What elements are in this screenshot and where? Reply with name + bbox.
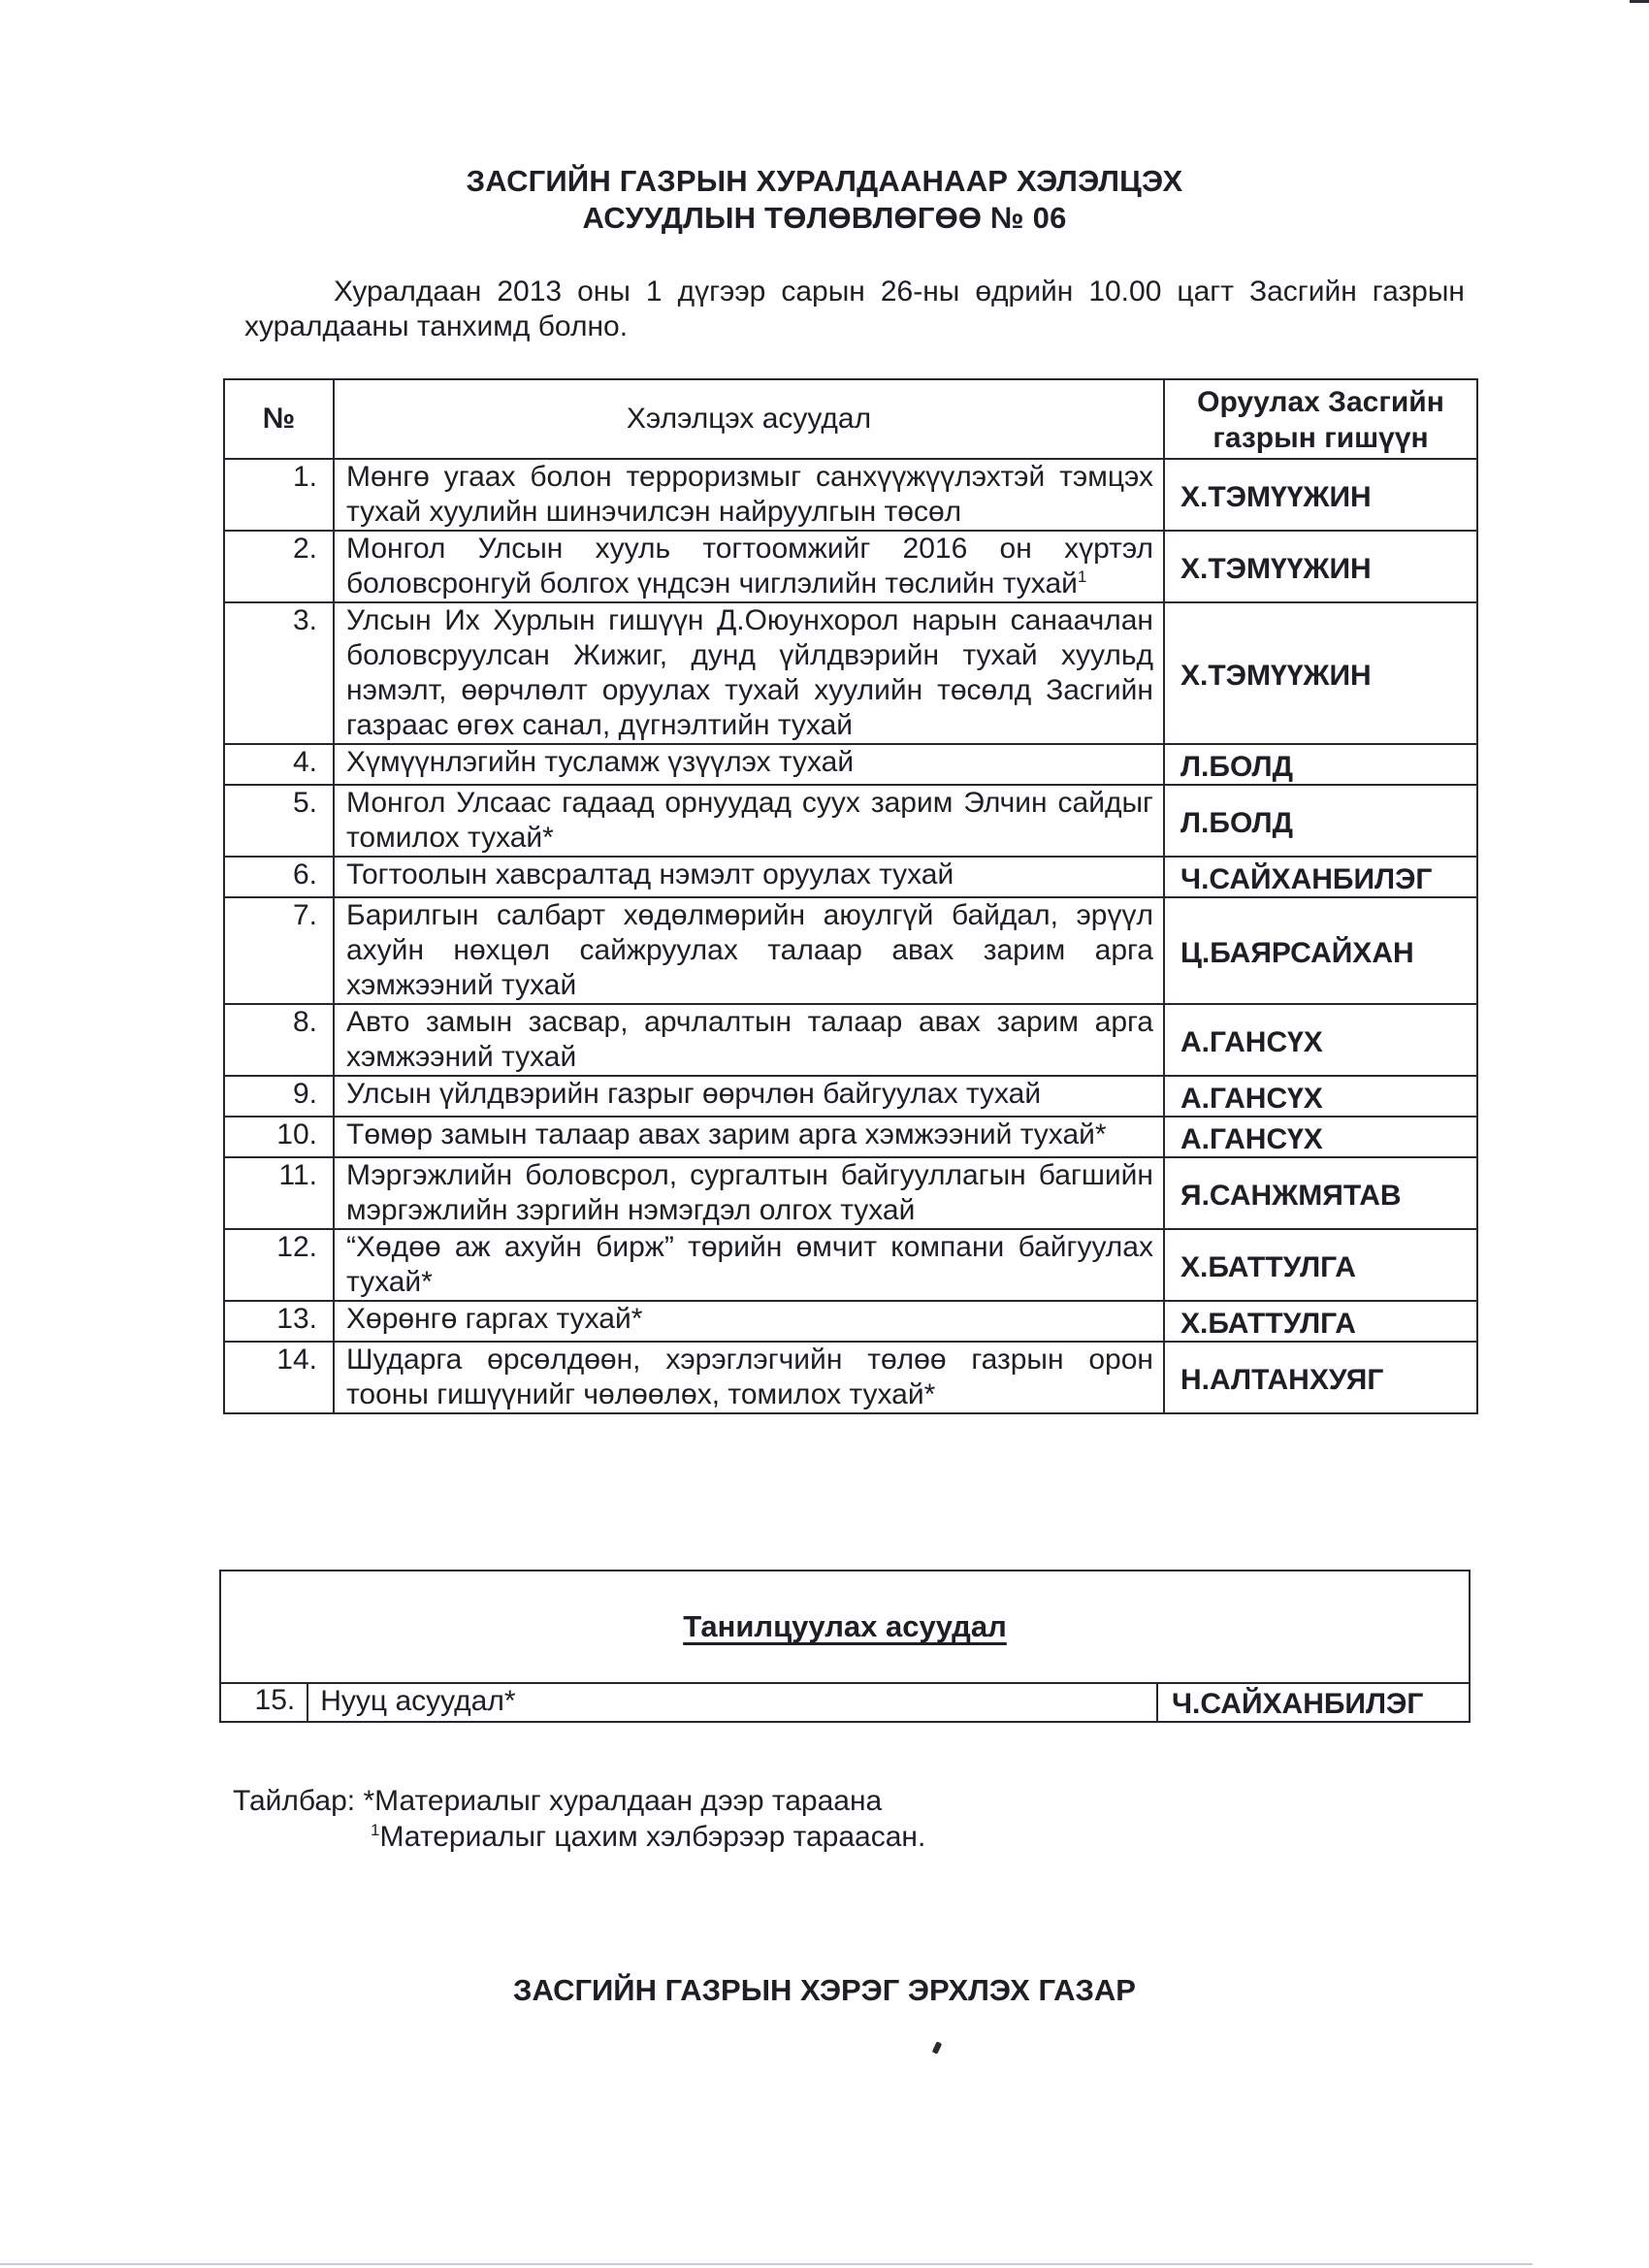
row-issue-text: Мөнгө угаах болон терроризмыг санхүүжүүлэхтэй тэмцэх тухай хуулийн шинэчилсэн найруулгын төсөл bbox=[346, 461, 1153, 528]
table-row bbox=[224, 897, 1477, 1004]
note-line-1 bbox=[233, 1783, 925, 1819]
table-row bbox=[224, 785, 1477, 857]
header-member-line-1: Оруулах Засгийн bbox=[1197, 386, 1444, 418]
table-row bbox=[224, 1301, 1477, 1342]
note-material-distributed: *Материалыг хуралдаан дээр тараана bbox=[363, 1785, 883, 1817]
note-material-electronic: Материалыг цахим хэлбэрээр тараасан. bbox=[379, 1821, 926, 1853]
row-member: Л.БОЛД bbox=[1164, 744, 1477, 785]
row-member: Я.САНЖМЯТАВ bbox=[1164, 1157, 1477, 1229]
row-number: 14. bbox=[224, 1342, 334, 1413]
agenda-table-header bbox=[224, 379, 1477, 459]
header-number: № bbox=[224, 379, 334, 459]
row-issue bbox=[334, 857, 1164, 897]
document-title bbox=[0, 163, 1649, 237]
row-number: 3. bbox=[224, 602, 334, 744]
row-member: Х.ТЭМҮҮЖИН bbox=[1164, 459, 1477, 531]
scan-edge-mark bbox=[1630, 0, 1649, 3]
row-issue-text: Хүмүүнлэгийн тусламж үзүүлэх тухай bbox=[346, 746, 855, 778]
row-number: 8. bbox=[224, 1004, 334, 1076]
row-member: А.ГАНСҮХ bbox=[1164, 1076, 1477, 1117]
row-number: 9. bbox=[224, 1076, 334, 1117]
row-issue-text: Шударга өрсөлдөөн, хэрэглэгчийн төлөө газрын орон тооны гишүүнийг чөлөөлөх, томилох тухай* bbox=[346, 1344, 1153, 1410]
row-number: 7. bbox=[224, 897, 334, 1004]
row-issue-text: Монгол Улсын хууль тогтоомжийг 2016 он хүртэл боловсронгуй болгох үндсэн чиглэлийн төслийн тухай bbox=[346, 533, 1153, 599]
row-member: Ч.САЙХАНБИЛЭГ bbox=[1157, 1683, 1470, 1722]
introduction-heading-text: Танилцуулах асуудал bbox=[683, 1609, 1007, 1643]
row-member: А.ГАНСҮХ bbox=[1164, 1117, 1477, 1157]
title-line-1: ЗАСГИЙН ГАЗРЫН ХУРАЛДААНААР ХЭЛЭЛЦЭХ bbox=[466, 164, 1183, 198]
row-issue-text: Монгол Улсаас гадаад орнуудад суух зарим Элчин сайдыг томилох тухай* bbox=[346, 787, 1153, 854]
row-issue-text: Хөрөнгө гаргах тухай* bbox=[346, 1303, 643, 1335]
table-row bbox=[220, 1683, 1470, 1722]
row-issue-text: “Хөдөө аж ахуйн бирж” төрийн өмчит компани байгуулах тухай* bbox=[346, 1231, 1153, 1298]
header-member bbox=[1164, 379, 1477, 459]
row-member: Х.БАТТУЛГА bbox=[1164, 1301, 1477, 1342]
notes-section bbox=[233, 1783, 925, 1855]
row-issue bbox=[334, 1229, 1164, 1301]
pen-mark bbox=[932, 2041, 943, 2054]
table-row bbox=[224, 1004, 1477, 1076]
row-issue-text: Авто замын засвар, арчлалтын талаар авах зарим арга хэмжээний тухай bbox=[346, 1006, 1153, 1073]
agenda-table bbox=[223, 378, 1478, 1414]
table-row bbox=[224, 1157, 1477, 1229]
row-issue bbox=[334, 1157, 1164, 1229]
introduction-heading bbox=[220, 1571, 1470, 1683]
agenda-table-body bbox=[224, 459, 1477, 1413]
table-row bbox=[224, 531, 1477, 602]
footnote-marker: 1 bbox=[371, 1821, 380, 1839]
row-number: 12. bbox=[224, 1229, 334, 1301]
row-issue bbox=[334, 459, 1164, 531]
row-member: Н.АЛТАНХУЯГ bbox=[1164, 1342, 1477, 1413]
row-number: 10. bbox=[224, 1117, 334, 1157]
row-issue-text: Барилгын салбарт хөдөлмөрийн аюулгүй байдал, эрүүл ахуйн нөхцөл сайжруулах талаар авах зарим арга хэмжээний тухай bbox=[346, 899, 1153, 1001]
row-number: 4. bbox=[224, 744, 334, 785]
table-row bbox=[224, 459, 1477, 531]
header-issue: Хэлэлцэх асуудал bbox=[334, 379, 1164, 459]
row-number: 13. bbox=[224, 1301, 334, 1342]
row-member: А.ГАНСҮХ bbox=[1164, 1004, 1477, 1076]
row-issue bbox=[334, 531, 1164, 602]
row-issue: Нууц асуудал* bbox=[307, 1683, 1157, 1722]
row-issue-text: Мэргэжлийн боловсрол, сургалтын байгууллагын багшийн мэргэжлийн зэргийн нэмэгдэл олгох тухай bbox=[346, 1159, 1153, 1226]
row-issue-text: Тогтоолын хавсралтад нэмэлт оруулах тухай bbox=[346, 859, 954, 891]
row-number: 5. bbox=[224, 785, 334, 857]
table-row bbox=[224, 1229, 1477, 1301]
table-row bbox=[224, 744, 1477, 785]
row-issue-text: Улсын Их Хурлын гишүүн Д.Оюунхорол нарын санаачлан боловсруулсан Жижиг, дунд үйлдвэрийн тухай хуульд нэмэлт, өөрчлөлт оруулах тухай хуулийн төсөлд Засгийн газраас өгөх санал, дүгнэлтийн тухай bbox=[346, 604, 1153, 741]
row-member: Х.БАТТУЛГА bbox=[1164, 1229, 1477, 1301]
row-issue bbox=[334, 1342, 1164, 1413]
table-row bbox=[224, 602, 1477, 744]
introduction-heading-row bbox=[220, 1571, 1470, 1683]
row-issue bbox=[334, 744, 1164, 785]
notes-label: Тайлбар: bbox=[233, 1785, 356, 1817]
title-line-2: АСУУДЛЫН ТӨЛӨВЛӨГӨӨ № 06 bbox=[582, 201, 1067, 235]
row-issue bbox=[334, 897, 1164, 1004]
row-member: Л.БОЛД bbox=[1164, 785, 1477, 857]
row-number: 15. bbox=[220, 1683, 307, 1722]
row-member: Ц.БАЯРСАЙХАН bbox=[1164, 897, 1477, 1004]
note-line-2 bbox=[233, 1819, 925, 1855]
header-member-line-2: газрын гишүүн bbox=[1212, 422, 1429, 454]
footnote-marker: 1 bbox=[1077, 567, 1087, 586]
row-member: Х.ТЭМҮҮЖИН bbox=[1164, 531, 1477, 602]
row-issue bbox=[334, 1301, 1164, 1342]
row-number: 11. bbox=[224, 1157, 334, 1229]
row-issue bbox=[334, 1004, 1164, 1076]
table-row bbox=[224, 1117, 1477, 1157]
row-number: 2. bbox=[224, 531, 334, 602]
row-issue-text: Улсын үйлдвэрийн газрыг өөрчлөн байгуулах тухай bbox=[346, 1078, 1042, 1110]
row-issue bbox=[334, 602, 1164, 744]
row-member: Х.ТЭМҮҮЖИН bbox=[1164, 602, 1477, 744]
table-row bbox=[224, 857, 1477, 897]
row-issue-text: Төмөр замын талаар авах зарим арга хэмжээний тухай* bbox=[346, 1118, 1107, 1150]
issuing-office: ЗАСГИЙН ГАЗРЫН ХЭРЭГ ЭРХЛЭХ ГАЗАР bbox=[513, 1973, 1136, 2007]
scan-bottom-edge bbox=[0, 2263, 1533, 2265]
table-row bbox=[224, 1076, 1477, 1117]
row-issue bbox=[334, 1117, 1164, 1157]
meeting-intro-paragraph: Хуралдаан 2013 оны 1 дүгээр сарын 26-ны өдрийн 10.00 цагт Засгийн газрын хуралдааны танхимд болно. bbox=[244, 275, 1465, 342]
row-member: Ч.САЙХАНБИЛЭГ bbox=[1164, 857, 1477, 897]
row-issue bbox=[334, 785, 1164, 857]
introduction-table bbox=[219, 1570, 1471, 1723]
row-number: 6. bbox=[224, 857, 334, 897]
table-row bbox=[224, 1342, 1477, 1413]
row-issue bbox=[334, 1076, 1164, 1117]
row-number: 1. bbox=[224, 459, 334, 531]
